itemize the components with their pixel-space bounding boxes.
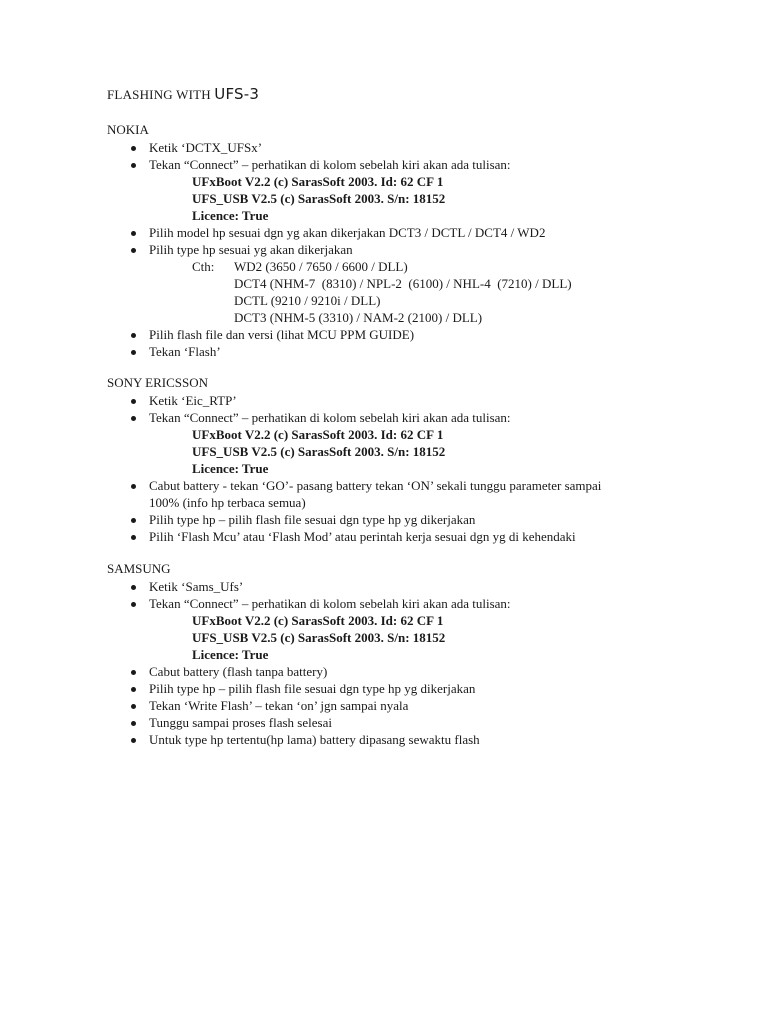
list-item: Tekan ‘Flash’ xyxy=(107,343,572,360)
example-block xyxy=(107,258,572,326)
info-line: Licence: True xyxy=(192,208,269,223)
section-sony-ericsson xyxy=(107,374,601,545)
list-item: Tunggu sampai proses flash selesai xyxy=(107,714,511,731)
section-nokia xyxy=(107,121,572,360)
title-prefix: FLASHING WITH xyxy=(107,87,215,102)
section-heading-nokia: NOKIA xyxy=(107,122,149,137)
info-line: UFxBoot V2.2 (c) SarasSoft 2003. Id: 62 CF 1 xyxy=(192,613,444,628)
section-heading-samsung: SAMSUNG xyxy=(107,561,171,576)
list-item: Untuk type hp tertentu(hp lama) battery dipasang sewaktu flash xyxy=(107,731,511,748)
section-samsung xyxy=(107,560,511,748)
info-line: UFS_USB V2.5 (c) SarasSoft 2003. S/n: 18152 xyxy=(192,444,446,459)
list-item: Ketik ‘Eic_RTP’ xyxy=(107,392,601,409)
list-item: Pilih type hp – pilih flash file sesuai dgn type hp yg dikerjakan xyxy=(107,680,511,697)
title-brand: UFS-3 xyxy=(214,85,260,103)
example-line: DCT4 (NHM-7 (8310) / NPL-2 (6100) / NHL-4 (7210) / DLL) xyxy=(234,276,572,291)
list-item: Tekan “Connect” – perhatikan di kolom sebelah kiri akan ada tulisan: xyxy=(107,409,601,426)
list-item: Tekan ‘Write Flash’ – tekan ‘on’ jgn sampai nyala xyxy=(107,697,511,714)
list-item: Pilih type hp – pilih flash file sesuai dgn type hp yg dikerjakan xyxy=(107,511,601,528)
section-heading-sony-ericsson: SONY ERICSSON xyxy=(107,375,209,390)
document-title xyxy=(107,86,259,103)
list-item: Tekan “Connect” – perhatikan di kolom sebelah kiri akan ada tulisan: xyxy=(107,156,572,173)
sony-steps xyxy=(107,392,601,545)
info-line: Licence: True xyxy=(192,647,269,662)
list-item: Ketik ‘DCTX_UFSx’ xyxy=(107,139,572,156)
example-label: Cth: xyxy=(192,259,215,274)
list-item: Ketik ‘Sams_Ufs’ xyxy=(107,578,511,595)
list-item: Cabut battery (flash tanpa battery) xyxy=(107,663,511,680)
info-line: UFS_USB V2.5 (c) SarasSoft 2003. S/n: 18152 xyxy=(192,191,446,206)
list-item: Pilih type hp sesuai yg akan dikerjakan xyxy=(107,241,572,258)
info-line: Licence: True xyxy=(192,461,269,476)
example-line: DCT3 (NHM-5 (3310) / NAM-2 (2100) / DLL) xyxy=(234,310,483,325)
info-line: UFS_USB V2.5 (c) SarasSoft 2003. S/n: 18152 xyxy=(192,630,446,645)
list-item-continuation: 100% (info hp terbaca semua) xyxy=(149,495,306,510)
example-line: WD2 (3650 / 7650 / 6600 / DLL) xyxy=(234,259,408,274)
example-line: DCTL (9210 / 9210i / DLL) xyxy=(234,293,381,308)
list-item: Pilih model hp sesuai dgn yg akan dikerjakan DCT3 / DCTL / DCT4 / WD2 xyxy=(107,224,572,241)
list-item: Tekan “Connect” – perhatikan di kolom sebelah kiri akan ada tulisan: xyxy=(107,595,511,612)
samsung-steps xyxy=(107,578,511,748)
info-line: UFxBoot V2.2 (c) SarasSoft 2003. Id: 62 CF 1 xyxy=(192,427,444,442)
list-item: Pilih ‘Flash Mcu’ atau ‘Flash Mod’ atau perintah kerja sesuai dgn yg di kehendaki xyxy=(107,528,601,545)
list-item: Pilih flash file dan versi (lihat MCU PPM GUIDE) xyxy=(107,326,572,343)
info-line: UFxBoot V2.2 (c) SarasSoft 2003. Id: 62 CF 1 xyxy=(192,174,444,189)
list-item: Cabut battery - tekan ‘GO’- pasang battery tekan ‘ON’ sekali tunggu parameter sampai xyxy=(107,477,601,494)
nokia-steps xyxy=(107,139,572,360)
